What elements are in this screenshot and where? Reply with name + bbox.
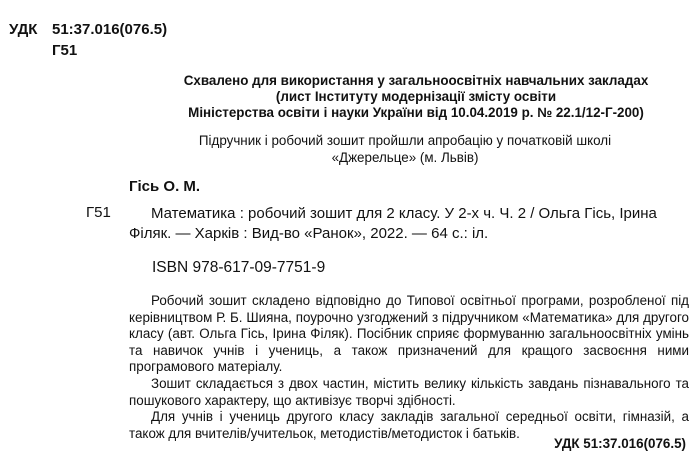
abstract-paragraph: Зошит складається з двох частин, містить велику кількість завдань пізнавального та пошукового характеру, що активізує творчі здібності.: [129, 375, 689, 408]
isbn: ISBN 978-617-09-7751-9: [152, 259, 326, 276]
abstract-paragraph: Робочий зошит складено відповідно до Типової освітньої програми, розробленої під керівництвом Р. Б. Шияна, поурочно узгоджений з підручником «Математика» для другого класу (авт. Ольга Гісь, Ірина Філяк). Посібник сприяє формуванню загальноосвітніх умінь та навичок учнів і учениць, а також призначений для кращого засвоєння ними програмового матеріалу.: [129, 293, 689, 375]
author-mark: Г51: [52, 42, 78, 59]
udk-label: УДК: [9, 21, 38, 38]
abstract: [129, 293, 689, 442]
abstract-paragraph: Для учнів і учениць другого класу закладів загальної середньої освіти, гімназій, а також для вчителів/учительок, методистів/методисток і батьків.: [129, 409, 689, 441]
approbation-line: Підручник і робочий зошит пройшли апробацію у початковій школі: [198, 133, 612, 148]
approval-line: (лист Інституту модернізації змісту освіти: [275, 89, 557, 104]
catalog-author-mark: Г51: [86, 204, 111, 221]
approval-statement: [140, 73, 692, 121]
udk-code: 51:37.016(076.5): [52, 21, 168, 38]
catalog-author: Гісь О. М.: [129, 178, 201, 195]
udk-footer: УДК 51:37.016(076.5): [554, 436, 686, 451]
bibliographic-record: Математика : робочий зошит для 2 класу. У 2-х ч. Ч. 2 / Ольга Гісь, Ірина Філяк. — Харків : Вид-во «Ранок», 2022. — 64 с.: іл.: [129, 205, 657, 242]
approbation-line: «Джерельце» (м. Львів): [331, 150, 479, 165]
approval-line: Міністерства освіти і науки України від 10.04.2019 р. № 22.1/12-Г-200): [188, 105, 644, 120]
approval-line: Схвалено для використання у загальноосвітніх навчальних закладах: [183, 73, 649, 88]
approbation-note: [150, 132, 660, 166]
